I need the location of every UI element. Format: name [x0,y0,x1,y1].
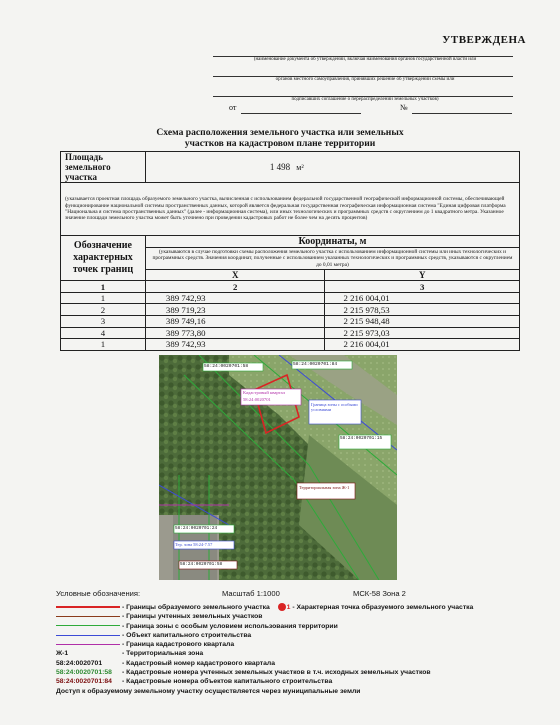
date-line [241,113,361,114]
area-label: Площадь земельного участка [61,152,146,183]
coord-y: 2 216 004,01 [325,339,520,351]
map-terr-zone: Территориальная зона Ж-1 [299,485,350,490]
legend-item [56,677,473,686]
coord-x: 389 773,80 [145,327,325,339]
legend [56,603,473,696]
legend-text: - Характерная точка образуемого земельного участка [292,604,474,611]
coord-x: 389 742,93 [145,339,325,351]
legend-text: - Граница зоны с особым условием использования территории [122,622,338,630]
legend-item [56,612,473,621]
map-cad-quarter: Кадастровый квартал [243,390,286,395]
map-box-label: 58:24:0020701:84 [293,362,338,367]
map-zone-label: Граница зоны с особыми условиями [311,402,358,412]
approval-caption-2: органов местного самоуправления, принявших решение об утверждении схемы или [275,77,455,82]
points-header: Обозначение характерных точек границ [61,236,146,281]
map-box-label: 58:24:0020701:58 [204,364,249,369]
legend-text: - Границы учтенных земельных участков [122,613,263,621]
number-line [412,113,512,114]
point-id: 1 [61,339,146,351]
legend-text: - Границы образуемого земельного участка [122,604,270,611]
area-unit: м² [296,163,304,172]
coord-y: 2 215 973,03 [325,327,520,339]
point-id: 1 [61,292,146,304]
col-num-1: 1 [61,281,146,293]
legend-code: 58:24:0020701:84 [56,678,112,686]
coords-header-title: Координаты, м [145,236,519,248]
table-row [61,292,520,304]
green-line-swatch [56,625,120,626]
col-num-2: 2 [145,281,325,293]
col-num-3: 3 [325,281,520,293]
coords-header-note: (указываются в случае подготовки схемы расположения земельного участка с использованием информационной системы или иных технологических и программных средств. Значения координат, полученные с использованием указанных технологических и программных средств, указываются с округлением до 0,01 метра) [145,248,519,270]
legend-access-note: Доступ к образуемому земельному участку осуществляется через муниципальные земли [56,687,361,695]
legend-text: - Кадастровые номера учтенных земельных участков в т.ч. исходных земельных участков [122,669,431,677]
coordinates-table [60,151,520,351]
map-box-label: 58:24:0020701:24 [175,526,218,531]
blue-line-swatch [56,635,120,636]
legend-item [56,622,473,631]
cadastral-map [159,355,397,580]
point-marker-number: 1 [286,604,291,611]
from-label: от [229,103,237,112]
title-line-2: участков на кадастровом плане территории [184,138,376,149]
coord-y: 2 215 978,53 [325,304,520,316]
coord-y: 2 215 948,48 [325,316,520,328]
legend-text: - Кадастровый номер кадастрового квартала [122,659,275,667]
approval-caption-1: (наименование документа об утверждении, включая наименования органов государственной власти или [253,57,477,62]
legend-item [56,668,473,677]
scale-label: Масштаб 1:1000 [222,589,280,598]
table-row [61,339,520,351]
legend-text: - Кадастровые номера объектов капитального строительства [122,678,333,686]
legend-item [56,640,473,649]
coord-x: 389 719,23 [145,304,325,316]
table-row [61,316,520,328]
legend-text: - Объект капитального строительства [122,631,252,639]
point-id: 2 [61,304,146,316]
map-cad-quarter-num: 58:24:0020701 [243,397,271,402]
brown-line-swatch [56,616,120,617]
coord-x: 389 742,93 [145,292,325,304]
area-value: 1 498 [269,162,291,172]
legend-item [56,659,473,668]
legend-item [56,649,473,658]
legend-code: 58:24:0020701:58 [56,669,112,677]
legend-title: Условные обозначения: [56,589,141,598]
area-value-cell [145,152,519,183]
title-line-1: Схема расположения земельного участка или земельных [156,127,404,138]
coord-x: 389 749,16 [145,316,325,328]
red-line-swatch [56,606,120,608]
area-note: (указывается проектная площадь образуемого земельного участка, вычисленная с использованием федеральной государственной географической информационной системы, обеспечивающей функционирование национальной системы пространственных данных, которой является федеральная государственная географическая информационная система "Единая цифровая платформа "Национальна я система пространственных данных" (далее - информационная система), или иных технологических и программных средств с округлением до 1 квадратного метра. Указанное значение площади земельного участка может быть уточнено при проведении кадастровых работ не более чем на десять процентов) [61,183,520,236]
purple-line-swatch [56,644,120,645]
map-box-label: 58:24:0020701:15 [340,436,383,441]
legend-item [56,631,473,640]
legend-text: - Граница кадастрового квартала [122,641,235,649]
crs-label: МСК-58 Зона 2 [353,589,406,598]
approval-caption-3: подписавших соглашение о перераспределении земельных участков) [291,97,439,102]
legend-text: - Территориальная зона [122,650,204,658]
document-title [0,127,560,149]
point-marker-icon [278,603,286,611]
map-zone-short: Тер. зона 58:24-7.57 [175,542,213,547]
legend-code: 58:24:0020701 [56,659,103,667]
legend-item [56,603,473,612]
legend-code: Ж-1 [56,650,69,658]
point-id: 4 [61,327,146,339]
point-id: 3 [61,316,146,328]
table-row [61,327,520,339]
table-row [61,304,520,316]
approved-label: УТВЕРЖДЕНА [442,34,526,46]
col-y: Y [325,270,520,281]
number-label: № [400,103,408,112]
coord-y: 2 216 004,01 [325,292,520,304]
col-x: X [145,270,325,281]
map-box-label: 58:24:0020701:58 [180,562,223,567]
